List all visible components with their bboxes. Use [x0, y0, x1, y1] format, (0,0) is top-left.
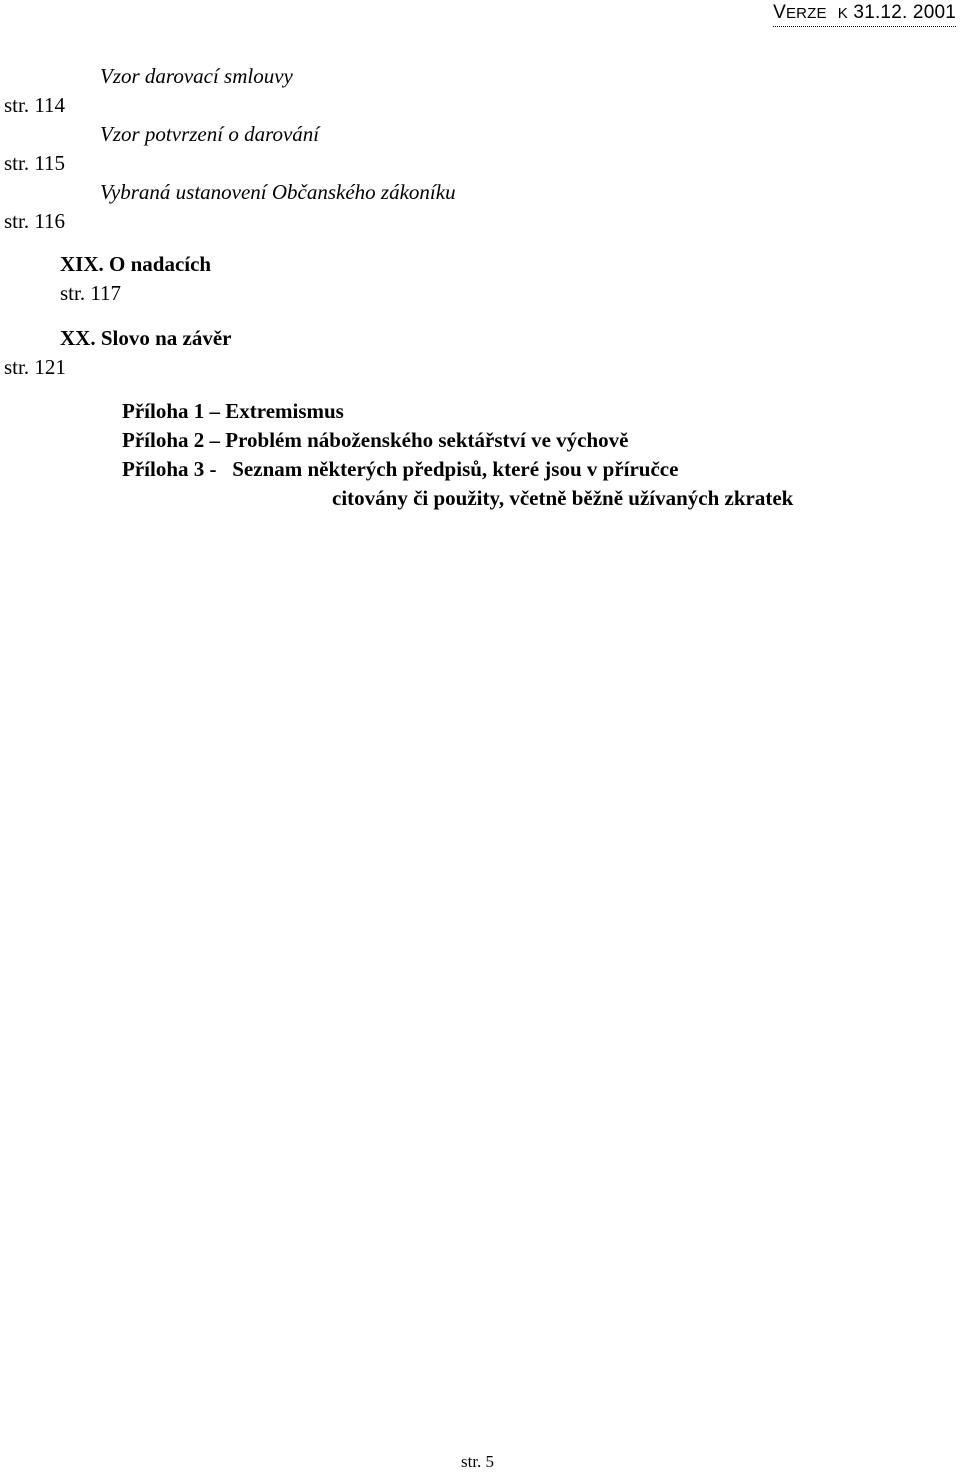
appendix-title: Problém náboženského sektářství ve výchově	[225, 428, 629, 452]
version-prefix-small: ERZE	[785, 5, 827, 22]
version-header	[773, 2, 956, 27]
toc-entry-title: Vzor darovací smlouvy	[100, 64, 293, 88]
appendix-separator: –	[209, 428, 220, 452]
chapter-page: str. 121	[4, 355, 66, 379]
chapter-page: str. 117	[60, 281, 122, 305]
toc-entry-page: str. 115	[4, 151, 66, 175]
appendix-title: Extremismus	[225, 399, 344, 423]
version-prefix-big: V	[773, 2, 786, 23]
chapter-title: XX. Slovo na závěr	[60, 326, 232, 350]
appendix-title-continued: citovány či použity, včetně běžně užívaných zkratek	[332, 486, 794, 510]
version-date: 31.12. 2001	[853, 2, 956, 23]
appendix-label: Příloha 1	[122, 399, 205, 423]
version-k: K	[837, 5, 848, 22]
appendix-1	[122, 398, 344, 424]
toc-entry-page: str. 114	[4, 93, 66, 117]
appendix-separator: -	[209, 457, 217, 481]
appendix-label: Příloha 2	[122, 428, 205, 452]
page-number: str. 5	[461, 1452, 495, 1471]
toc-entry-title: Vybraná ustanovení Občanského zákoníku	[100, 180, 456, 204]
appendix-title: Seznam některých předpisů, které jsou v příručce	[232, 457, 679, 481]
appendix-3	[122, 456, 678, 482]
toc-entry-page: str. 116	[4, 209, 66, 233]
toc-entry-title: Vzor potvrzení o darování	[100, 122, 320, 146]
appendix-2	[122, 427, 629, 453]
appendix-separator: –	[209, 399, 220, 423]
chapter-title: XIX. O nadacích	[60, 252, 212, 276]
appendix-label: Příloha 3	[122, 457, 205, 481]
